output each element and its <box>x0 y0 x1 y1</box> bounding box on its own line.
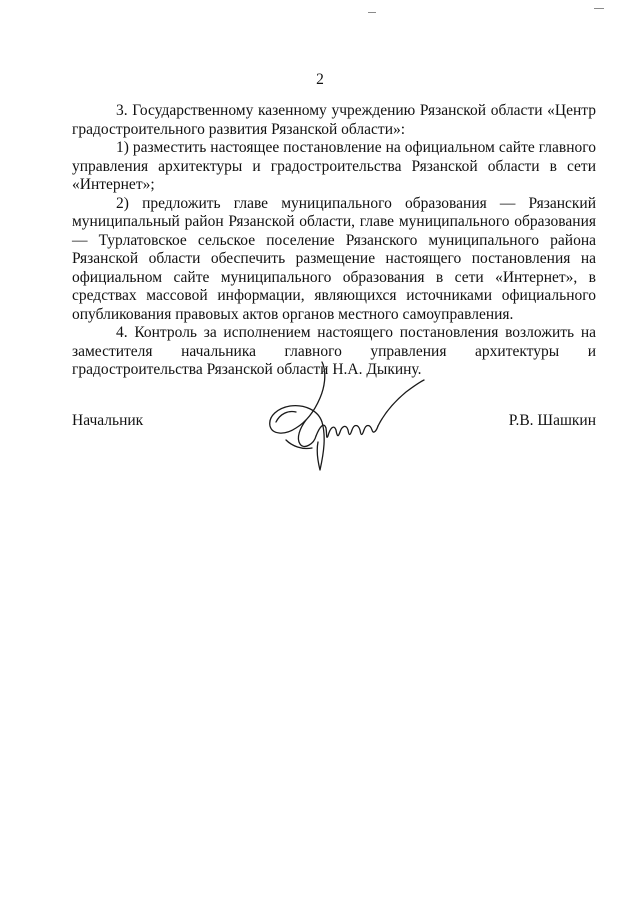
scan-mark <box>594 8 604 9</box>
paragraph-subitem-2: 2) предложить главе муниципального образования — Рязанский муниципальный район Рязанской области, главе муниципального образования — Турлатовское сельское поселение Рязанского муниципального района Рязанской области обеспечить размещение настоящего постановления на официальном сайте муниципального образования в сети «Интернет», в средствах массовой информации, являющихся источниками официального опубликования правовых актов органов местного самоуправления. <box>72 194 596 323</box>
signatory-name: Р.В. Шашкин <box>508 412 596 429</box>
page-number: 2 <box>316 71 324 88</box>
signature-block <box>72 412 596 434</box>
document-body <box>72 102 596 380</box>
paragraph-item-3: 3. Государственному казенному учреждению Рязанской области «Центр градостроительного развития Рязанской области»: <box>72 102 596 138</box>
scan-mark <box>368 12 376 13</box>
paragraph-subitem-1: 1) разместить настоящее постановление на официальном сайте главного управления архитектуры и градостроительства Рязанской области в сети «Интернет»; <box>72 139 596 193</box>
paragraph-item-4: 4. Контроль за исполнением настоящего постановления возложить на заместителя начальника главного управления архитектуры и градостроительства Рязанской области Н.А. Дыкину. <box>72 324 596 378</box>
signatory-title: Начальник <box>72 412 144 429</box>
